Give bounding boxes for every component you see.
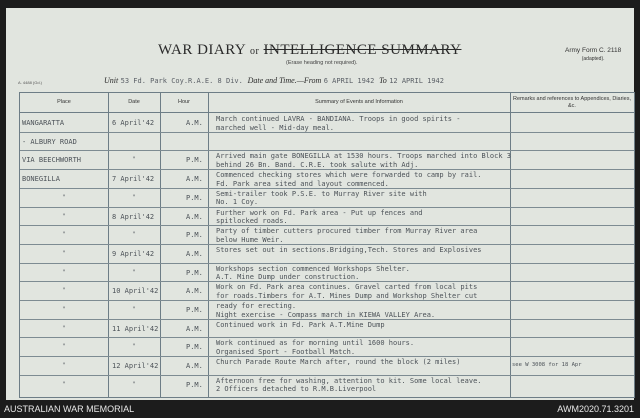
- row-hour: P.M.: [186, 156, 203, 165]
- row-divider: [20, 188, 634, 189]
- row-divider: [20, 244, 634, 245]
- row-divider: [20, 300, 634, 301]
- row-hour: A.M.: [186, 119, 203, 127]
- row-summary-line: No. 1 Coy.: [216, 198, 259, 207]
- row-summary-line: Further work on Fd. Park area - Put up fences and: [216, 208, 423, 217]
- unit-label: Unit: [104, 76, 119, 85]
- army-form-sub: (adapted).: [581, 56, 605, 62]
- row-summary-line: Arrived main gate BONEGILLA at 1530 hours. Troops marched into Block 3: [216, 152, 512, 161]
- row-divider: [20, 281, 634, 282]
- col-divider: [510, 93, 511, 397]
- from-date: 6 APRIL 1942: [323, 77, 375, 85]
- row-place: ": [62, 306, 66, 313]
- row-hour: P.M.: [186, 193, 203, 202]
- diary-table: [19, 92, 635, 398]
- erase-note: (Erase heading not required).: [286, 60, 358, 66]
- row-summary-line: ready for erecting.: [216, 302, 297, 310]
- diary-sheet: [6, 8, 634, 400]
- row-date: ": [132, 268, 136, 276]
- row-summary-line: Stores set out in sections.Bridging,Tech. Stores and Explosives: [216, 245, 482, 254]
- to-date: 12 APRIL 1942: [389, 77, 444, 85]
- row-date: 11 April'42: [112, 324, 159, 333]
- row-date: 10 April'42: [112, 287, 159, 296]
- row-place: ": [62, 324, 66, 332]
- col-header-date: Date: [128, 99, 140, 105]
- row-summary-line: Afternoon free for washing, attention to kit. Some local leave.: [216, 376, 482, 385]
- row-hour: A.M.: [186, 324, 203, 333]
- unit-line: [104, 76, 444, 85]
- row-summary-line: spitlocked roads.: [216, 217, 288, 225]
- row-date: ": [132, 156, 136, 164]
- army-form-label: [565, 46, 621, 64]
- row-date: 12 April'42: [112, 362, 159, 371]
- row-date: ": [132, 231, 136, 239]
- row-place: ": [62, 343, 66, 351]
- col-divider: [208, 93, 209, 397]
- col-divider: [160, 93, 161, 397]
- row-hour: A.M.: [186, 249, 203, 258]
- row-date: 7 April'42: [112, 175, 155, 184]
- row-date: ": [132, 306, 136, 313]
- row-date: ": [132, 380, 136, 388]
- row-divider: [20, 263, 634, 264]
- row-hour: P.M.: [186, 343, 203, 352]
- row-summary-line: Workshops section commenced Workshops Shelter.: [216, 264, 410, 273]
- row-place: WANGARATTA: [22, 119, 65, 127]
- title-or: or: [249, 46, 260, 57]
- form-print-number: A. 4488 (Gd.): [18, 80, 43, 85]
- row-summary-line: Semi-trailer took P.S.E. to Murray River site with: [216, 189, 427, 198]
- header-row-divider: [20, 112, 634, 113]
- row-place: ": [62, 362, 66, 370]
- col-header-place: Place: [57, 99, 71, 105]
- row-divider: [20, 356, 634, 357]
- to-label: To: [379, 76, 387, 85]
- row-divider: [20, 319, 634, 320]
- row-hour: P.M.: [186, 306, 203, 314]
- row-summary-line: Work continued as for morning until 1600 hours.: [216, 339, 415, 348]
- row-hour: A.M.: [186, 362, 203, 371]
- row-hour: P.M.: [186, 380, 203, 389]
- date-time-label: Date and Time.—From: [247, 76, 322, 85]
- row-place: ": [62, 249, 66, 257]
- row-place: ": [62, 287, 66, 295]
- army-form-number: Army Form C. 2118: [565, 47, 622, 54]
- col-header-hour: Hour: [178, 99, 190, 105]
- row-summary-line: Party of timber cutters procured timber from Murray River area: [216, 227, 478, 236]
- row-date: ": [132, 343, 136, 351]
- row-place: VIA BEECHWORTH: [22, 156, 82, 165]
- row-summary-line: behind 26 Bn. Band. C.R.E. took salute with Adj.: [216, 160, 419, 169]
- row-summary-line: Work on Fd. Park area continues. Gravel carted from local pits: [216, 283, 478, 292]
- row-divider: [20, 150, 634, 151]
- row-summary-line: for roads.Timbers for A.T. Mines Dump and Workshop Shelter cut: [216, 291, 478, 300]
- row-hour: P.M.: [186, 231, 203, 240]
- title-intelligence-summary: INTELLIGENCE SUMMARY: [263, 42, 462, 58]
- row-summary-line: Organised Sport - Football Match.: [216, 347, 356, 356]
- col-header-summary: Summary of Events and Information: [315, 99, 403, 105]
- row-divider: [20, 375, 634, 376]
- title-war-diary: WAR DIARY: [158, 42, 246, 58]
- row-hour: A.M.: [186, 175, 203, 184]
- row-summary-line: Continued work in Fd. Park A.T.Mine Dump: [216, 320, 385, 329]
- diary-title: [158, 42, 461, 59]
- row-divider: [20, 132, 634, 133]
- row-divider: [20, 337, 634, 338]
- col-header-remarks: Remarks and references to Appendices, Diaries, &c.: [512, 96, 631, 109]
- row-summary-line: Church Parade Route March after, round the block (2 miles): [216, 358, 461, 367]
- row-hour: A.M.: [186, 287, 203, 296]
- row-summary-line: below Hume Weir.: [216, 235, 284, 244]
- remarks-cell: see W 3008 for 18 Apr: [512, 362, 582, 368]
- row-divider: [20, 207, 634, 208]
- row-place: ": [62, 231, 66, 239]
- row-date: 8 April'42: [112, 212, 155, 221]
- row-date: ": [132, 193, 136, 201]
- unit-value: 53 Fd. Park Coy.R.A.E. 8 Div.: [120, 77, 243, 85]
- row-place: - ALBURY ROAD: [22, 137, 77, 146]
- row-place: ": [62, 380, 66, 388]
- row-place: ": [62, 193, 66, 201]
- row-summary-line: Night exercise - Compass march in KIEWA VALLEY Area.: [216, 310, 436, 319]
- row-summary-line: March continued LAVRA - BANDIANA. Troops in good spirits -: [216, 115, 461, 123]
- row-date: 6 April'42: [112, 119, 155, 127]
- row-hour: P.M.: [186, 268, 203, 277]
- row-hour: A.M.: [186, 212, 203, 221]
- row-place: BONEGILLA: [22, 175, 60, 184]
- row-summary-line: A.T. Mine Dump under construction.: [216, 273, 360, 282]
- footer-accession-number: AWM2020.71.3201: [557, 404, 634, 414]
- row-summary-line: 2 Officers detached to R.M.B.Liverpool: [216, 385, 377, 394]
- row-place: ": [62, 212, 66, 220]
- row-summary-line: marched well - Mid-day meal.: [216, 123, 335, 132]
- row-place: ": [62, 268, 66, 276]
- row-divider: [20, 169, 634, 170]
- col-divider: [108, 93, 109, 397]
- footer-institution: AUSTRALIAN WAR MEMORIAL: [4, 404, 135, 414]
- row-summary-line: Fd. Park area sited and layout commenced.: [216, 179, 389, 188]
- row-summary-line: Commenced checking stores which were forwarded to camp by rail.: [216, 171, 482, 180]
- row-date: 9 April'42: [112, 249, 155, 258]
- row-divider: [20, 225, 634, 226]
